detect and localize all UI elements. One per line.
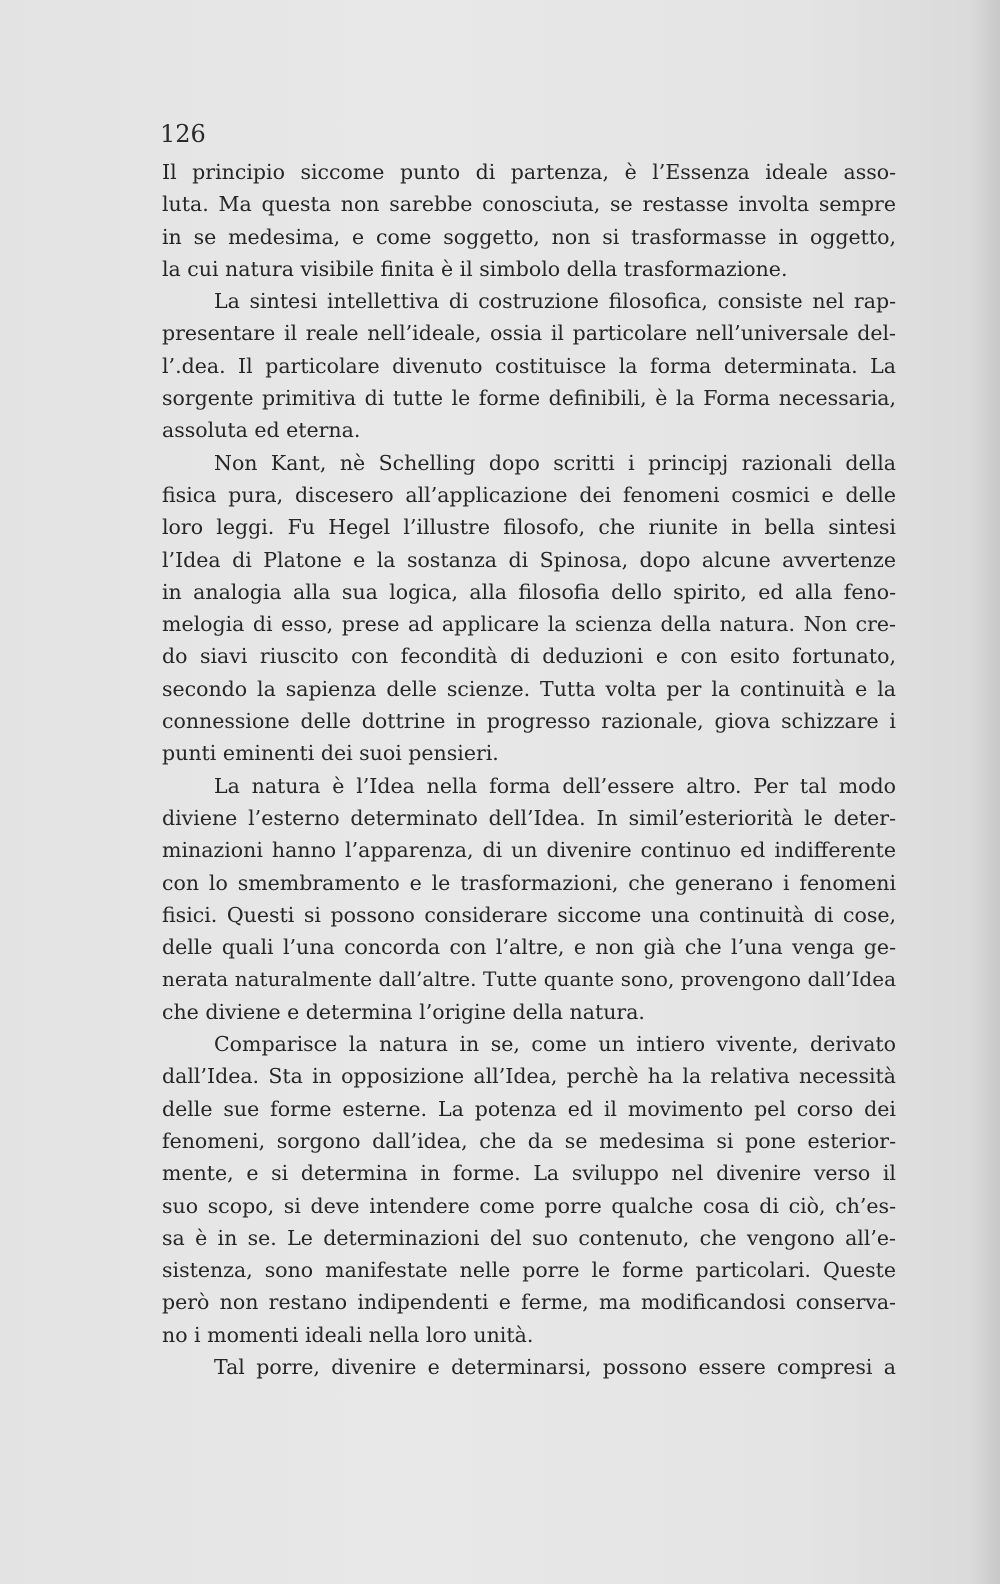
text-line: punti eminenti dei suoi pensieri. [162,741,499,766]
text-line: suo scopo, si deve intendere come porre qualche cosa di ciò, ch’es- [162,1193,896,1218]
text-line: sorgente primitiva di tutte le forme definibili, è la Forma necessaria, [162,386,896,411]
text-line: presentare il reale nell’ideale, ossia il particolare nell’universale del- [162,321,896,346]
text-line: nerata naturalmente dall’altre. Tutte quante sono, provengono dall’Idea [162,967,896,992]
text-line: diviene l’esterno determinato dell’Idea. In simil’esteriorità le deter- [162,805,896,830]
text-line: fisici. Questi si possono considerare siccome una continuità di cose, [162,902,896,927]
text-line: assoluta ed eterna. [162,418,361,443]
text-line: l’Idea di Platone e la sostanza di Spinosa, dopo alcune avvertenze [162,547,896,572]
text-line: sistenza, sono manifestate nelle porre le forme particolari. Queste [162,1258,896,1283]
text-line: con lo smembramento e le trasformazioni, che generano i fenomeni [162,870,896,895]
text-line: però non restano indipendenti e ferme, ma modificandosi conserva- [162,1290,896,1315]
text-line: che diviene e determina l’origine della natura. [162,999,645,1024]
text-line: secondo la sapienza delle scienze. Tutta volta per la continuità e la [162,676,896,701]
text-line: melogia di esso, prese ad applicare la scienza della natura. Non cre- [162,612,896,637]
text-line: fenomeni, sorgono dall’idea, che da se medesima si pone esterior- [162,1128,896,1153]
text-line: Comparisce la natura in se, come un intiero vivente, derivato [214,1032,896,1057]
page-number: 126 [160,120,206,148]
text-line: do siavi riuscito con fecondità di deduzioni e con esito fortunato, [162,644,896,669]
text-line: in analogia alla sua logica, alla filosofia dello spirito, ed alla feno- [162,579,896,604]
text-line: delle quali l’una concorda con l’altre, e non già che l’una venga ge- [162,935,896,960]
text-line: fisica pura, discesero all’applicazione dei fenomeni cosmici e delle [162,482,896,507]
text-line: dall’Idea. Sta in opposizione all’Idea, perchè ha la relativa necessità [162,1064,896,1089]
text-line: l’.dea. Il particolare divenuto costituisce la forma determinata. La [162,353,896,378]
text-line: mente, e si determina in forme. La sviluppo nel divenire verso il [162,1161,896,1186]
text-line: La natura è l’Idea nella forma dell’essere altro. Per tal modo [214,773,896,798]
text-line: luta. Ma questa non sarebbe conosciuta, se restasse involta sempre [162,192,896,217]
text-line: in se medesima, e come soggetto, non si trasformasse in oggetto, [162,224,896,249]
text-line: Il principio siccome punto di partenza, è l’Essenza ideale asso- [162,160,896,184]
text-line: sa è in se. Le determinazioni del suo contenuto, che vengono all’e- [162,1225,896,1250]
text-line: Tal porre, divenire e determinarsi, possono essere compresi a [214,1354,896,1379]
text-line: no i momenti ideali nella loro unità. [162,1322,534,1347]
text-line: La sintesi intellettiva di costruzione filosofica, consiste nel rap- [214,289,896,314]
text-line: Non Kant, nè Schelling dopo scritti i principj razionali della [214,450,896,475]
text-line: connessione delle dottrine in progresso razionale, giova schizzare i [162,709,896,734]
text-line: loro leggi. Fu Hegel l’illustre filosofo, che riunite in bella sintesi [162,515,896,540]
text-line: minazioni hanno l’apparenza, di un divenire continuo ed indifferente [162,838,896,863]
text-line: delle sue forme esterne. La potenza ed il movimento pel corso dei [162,1096,896,1121]
body-text [162,156,896,1383]
page-edge-shadow [970,0,1000,1584]
text-line: la cui natura visibile finita è il simbolo della trasformazione. [162,256,788,281]
